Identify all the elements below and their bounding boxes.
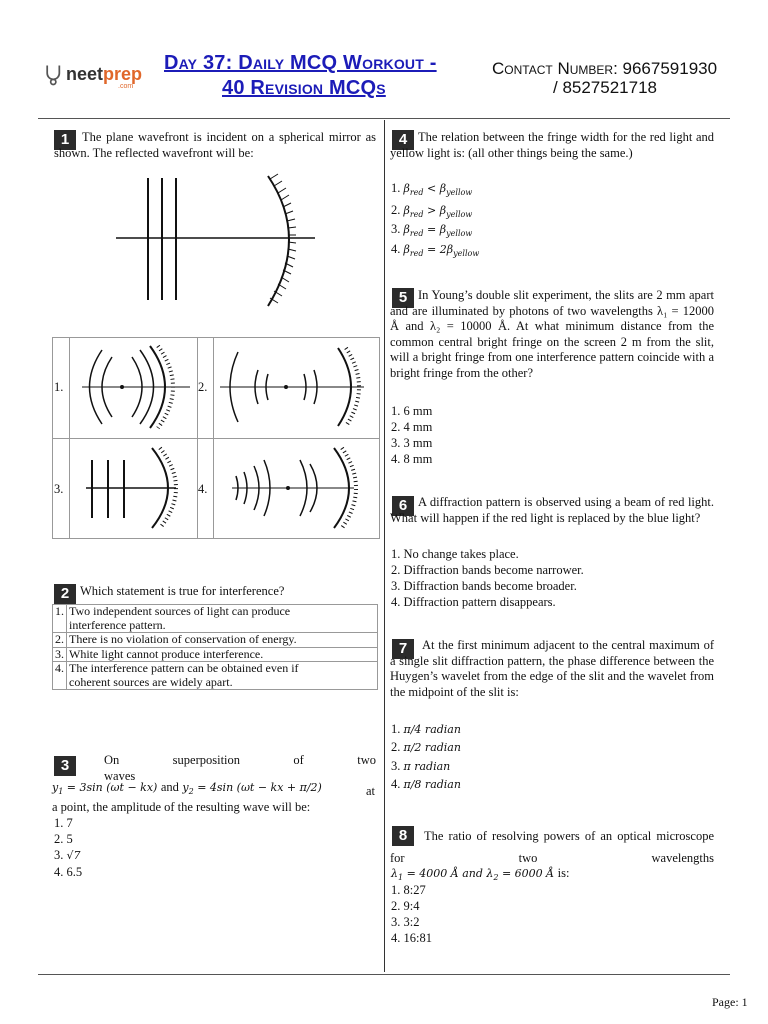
option-1[interactable]: 1. $\beta_{red} < \beta_{yellow}$ (391, 181, 473, 198)
question-number: 5 (392, 288, 414, 308)
question-number: 8 (392, 826, 414, 846)
question-text: The ratio of resolving powers of an optical microscope for two wavelengths (390, 829, 714, 865)
header-rule (38, 118, 730, 119)
table-row[interactable]: 1. Two independent sources of light can produce interference pattern. (53, 605, 378, 633)
table-row[interactable]: 3. White light cannot produce interference. (53, 647, 378, 662)
option-3-figure[interactable] (72, 442, 194, 534)
logo-suffix: .com (118, 83, 134, 90)
wave-equations: $y_1 = 3\sin$ (ωt − kx) and $y_2 = 4\sin$ (ωt − kx + π/2) (52, 780, 322, 797)
footer-rule (38, 974, 730, 975)
option-1[interactable]: 1. π/4 radian (391, 722, 461, 736)
option-4[interactable]: 4. 16:81 (391, 931, 432, 945)
option-2[interactable]: 2. Diffraction bands become narrower. (391, 563, 584, 577)
option-1[interactable]: 1. 6 mm (391, 404, 433, 418)
option-2-figure[interactable] (214, 340, 376, 435)
option-1[interactable]: 1. 7 (54, 816, 73, 830)
logo: neetprep (66, 64, 143, 84)
question-number: 3 (54, 756, 76, 776)
option-2[interactable]: 2. π/2 radian (391, 740, 461, 754)
page-title-line2: 40 Revision MCQs (222, 77, 386, 99)
option-4[interactable]: 4. 8 mm (391, 452, 433, 466)
table-row[interactable]: 2. There is no violation of conservation of energy. (53, 633, 378, 648)
option-4-label[interactable]: 4. (198, 482, 208, 496)
option-3[interactable]: 3. $\beta_{red} = \beta_{yellow}$ (391, 222, 473, 239)
mirror-diagram (110, 170, 320, 320)
question-number: 4 (392, 130, 414, 150)
question-text: A diffraction pattern is observed using a beam of red light. What will happen if the red light is replaced by the blue light? (390, 495, 714, 525)
stethoscope-icon (42, 62, 68, 88)
question-text: At the first minimum adjacent to the central maximum of a single slit diffraction pattern, the phase difference between the Huygen’s wavelet from the edge of the slit and the wavelet from the midpoint of the slit is: (390, 638, 714, 699)
option-3[interactable]: 3. 3 mm (391, 436, 433, 450)
option-1[interactable]: 1. No change takes place. (391, 547, 519, 561)
option-2[interactable]: 2. 9:4 (391, 899, 420, 913)
option-3[interactable]: 3. Diffraction bands become broader. (391, 579, 577, 593)
option-4-figure[interactable] (214, 442, 376, 534)
option-2-label[interactable]: 2. (198, 380, 208, 394)
question-number: 1 (54, 130, 76, 150)
question-number: 7 (392, 639, 414, 659)
option-4[interactable]: 4. $\beta_{red} = 2\beta_{yellow}$ (391, 242, 480, 259)
question-text-cont: at a point, the amplitude of the resulting wave will be: (52, 784, 376, 814)
option-2[interactable]: 2. $\beta_{red} > \beta_{yellow}$ (391, 203, 473, 220)
page-title-line1: Day 37: Daily MCQ Workout - (164, 52, 437, 74)
statement-table (52, 604, 378, 690)
page-number: Page: 1 (712, 995, 748, 1009)
column-divider (384, 120, 385, 972)
option-3[interactable]: 3. √7 (54, 848, 81, 862)
option-4[interactable]: 4. 6.5 (54, 865, 83, 879)
option-3[interactable]: 3. π radian (391, 759, 451, 773)
table-row[interactable]: 4. The interference pattern can be obtained even if coherent sources are widely apart. (53, 662, 378, 690)
option-4[interactable]: 4. π/8 radian (391, 777, 461, 791)
option-3-label[interactable]: 3. (54, 482, 64, 496)
option-1-figure[interactable] (72, 340, 194, 435)
question-text: The relation between the fringe width for the red light and yellow light is: (all other things being the same.) (390, 130, 714, 160)
contact-number-alt: / 8527521718 (553, 78, 657, 97)
question-text: Which statement is true for interference? (80, 584, 285, 598)
question-text: The plane wavefront is incident on a spherical mirror as shown. The reflected wavefront will be: (54, 130, 376, 160)
question-number: 6 (392, 496, 414, 516)
option-3[interactable]: 3. 3:2 (391, 915, 420, 929)
question-text: In Young’s double slit experiment, the slits are 2 mm apart and are illuminated by photons of two wavelengths λ₁ = 12000 Å and λ₂ = 10000 Å. At what minimum distance from the common central bright fringe on the screen 2 m from the slit, will a bright fringe from one interference pattern coincide with a bright fringe from the other? (390, 288, 714, 380)
wavelength-expression: $\lambda_1 = 4000$ Å and $\lambda_2 = 6000$ Å is: (391, 866, 570, 883)
question-number: 2 (54, 584, 76, 604)
question-text: On superposition of two waves (104, 753, 376, 783)
option-2[interactable]: 2. 4 mm (391, 420, 433, 434)
option-4[interactable]: 4. Diffraction pattern disappears. (391, 595, 556, 609)
option-1-label[interactable]: 1. (54, 380, 64, 394)
contact-number: Contact Number: 9667591930 (492, 59, 718, 78)
option-2[interactable]: 2. 5 (54, 832, 73, 846)
option-1[interactable]: 1. 8:27 (391, 883, 426, 897)
